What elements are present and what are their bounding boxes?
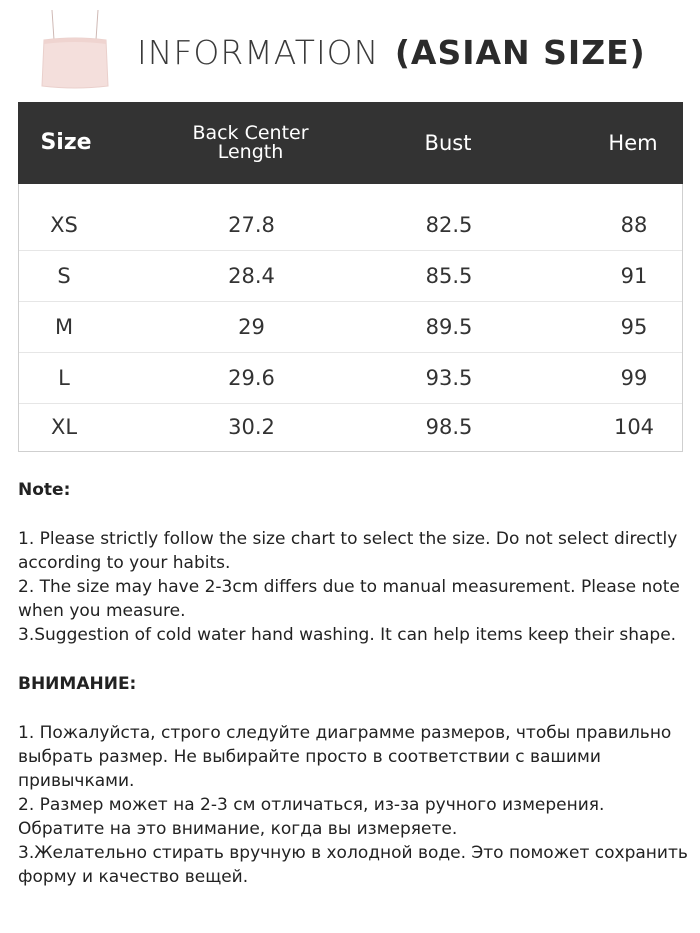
camisole-top-thumbnail [30, 6, 120, 92]
cell-size: XS [50, 212, 78, 237]
spacer [18, 647, 688, 672]
spacer [18, 696, 688, 721]
cell-hem: 99 [620, 365, 648, 390]
cell-hem: 91 [620, 263, 648, 288]
header-back-center: Back Center [192, 122, 309, 144]
page-title [137, 33, 646, 72]
cell-size: S [57, 263, 71, 288]
note-en-item-1: 1. Please strictly follow the size chart to select the size. Do not select directly according to your habits. [18, 529, 678, 573]
cell-back-length: 30.2 [228, 414, 275, 439]
cell-back-length: 29 [238, 314, 265, 339]
table-row [19, 250, 682, 302]
cell-bust: 89.5 [425, 314, 473, 339]
notes-section [18, 478, 688, 889]
cell-size: L [58, 365, 70, 390]
title-information: INFORMATION [137, 33, 380, 72]
header-bust: Bust [424, 130, 472, 155]
note-en-item-2: 2. The size may have 2-3cm differs due to manual measurement. Please note when you measure. [18, 577, 680, 621]
cell-size: XL [50, 414, 78, 439]
cell-hem: 104 [613, 414, 655, 439]
note-ru-item-1: 1. Пожалуйста, строго следуйте диаграмме размеров, чтобы правильно выбрать размер. Не выбирайте просто в соответствии с вашими привычками. [18, 723, 672, 791]
header-hem: Hem [608, 130, 658, 155]
note-ru-item-2: 2. Размер может на 2-3 см отличаться, из-за ручного измерения. Обратите на это внимание, когда вы измеряете. [18, 795, 605, 839]
header [0, 0, 700, 100]
cell-bust: 98.5 [425, 414, 473, 439]
header-length: Length [217, 141, 284, 163]
size-table [18, 102, 683, 452]
cell-back-length: 27.8 [228, 212, 275, 237]
cell-bust: 85.5 [425, 263, 473, 288]
table-row [19, 352, 682, 404]
cell-hem: 95 [620, 314, 648, 339]
cell-bust: 93.5 [425, 365, 473, 390]
cell-hem: 88 [620, 212, 648, 237]
cell-back-length: 29.6 [228, 365, 275, 390]
note-heading-ru: ВНИМАНИЕ: [18, 674, 137, 694]
cell-size: M [54, 314, 74, 339]
table-header [18, 102, 683, 184]
table-row [19, 199, 682, 251]
title-asian-size: (ASIAN SIZE) [394, 33, 646, 72]
note-ru-item-3: 3.Желательно стирать вручную в холодной воде. Это поможет сохранить форму и качество вещей. [18, 843, 688, 887]
header-size: Size [40, 130, 92, 155]
cell-back-length: 28.4 [228, 263, 275, 288]
table-row [19, 301, 682, 353]
cell-bust: 82.5 [425, 212, 473, 237]
table-row [19, 401, 682, 452]
spacer [18, 502, 688, 527]
note-en-item-3: 3.Suggestion of cold water hand washing. It can help items keep their shape. [18, 625, 677, 645]
header-back-center-length [168, 102, 333, 184]
note-heading-en: Note: [18, 480, 71, 500]
